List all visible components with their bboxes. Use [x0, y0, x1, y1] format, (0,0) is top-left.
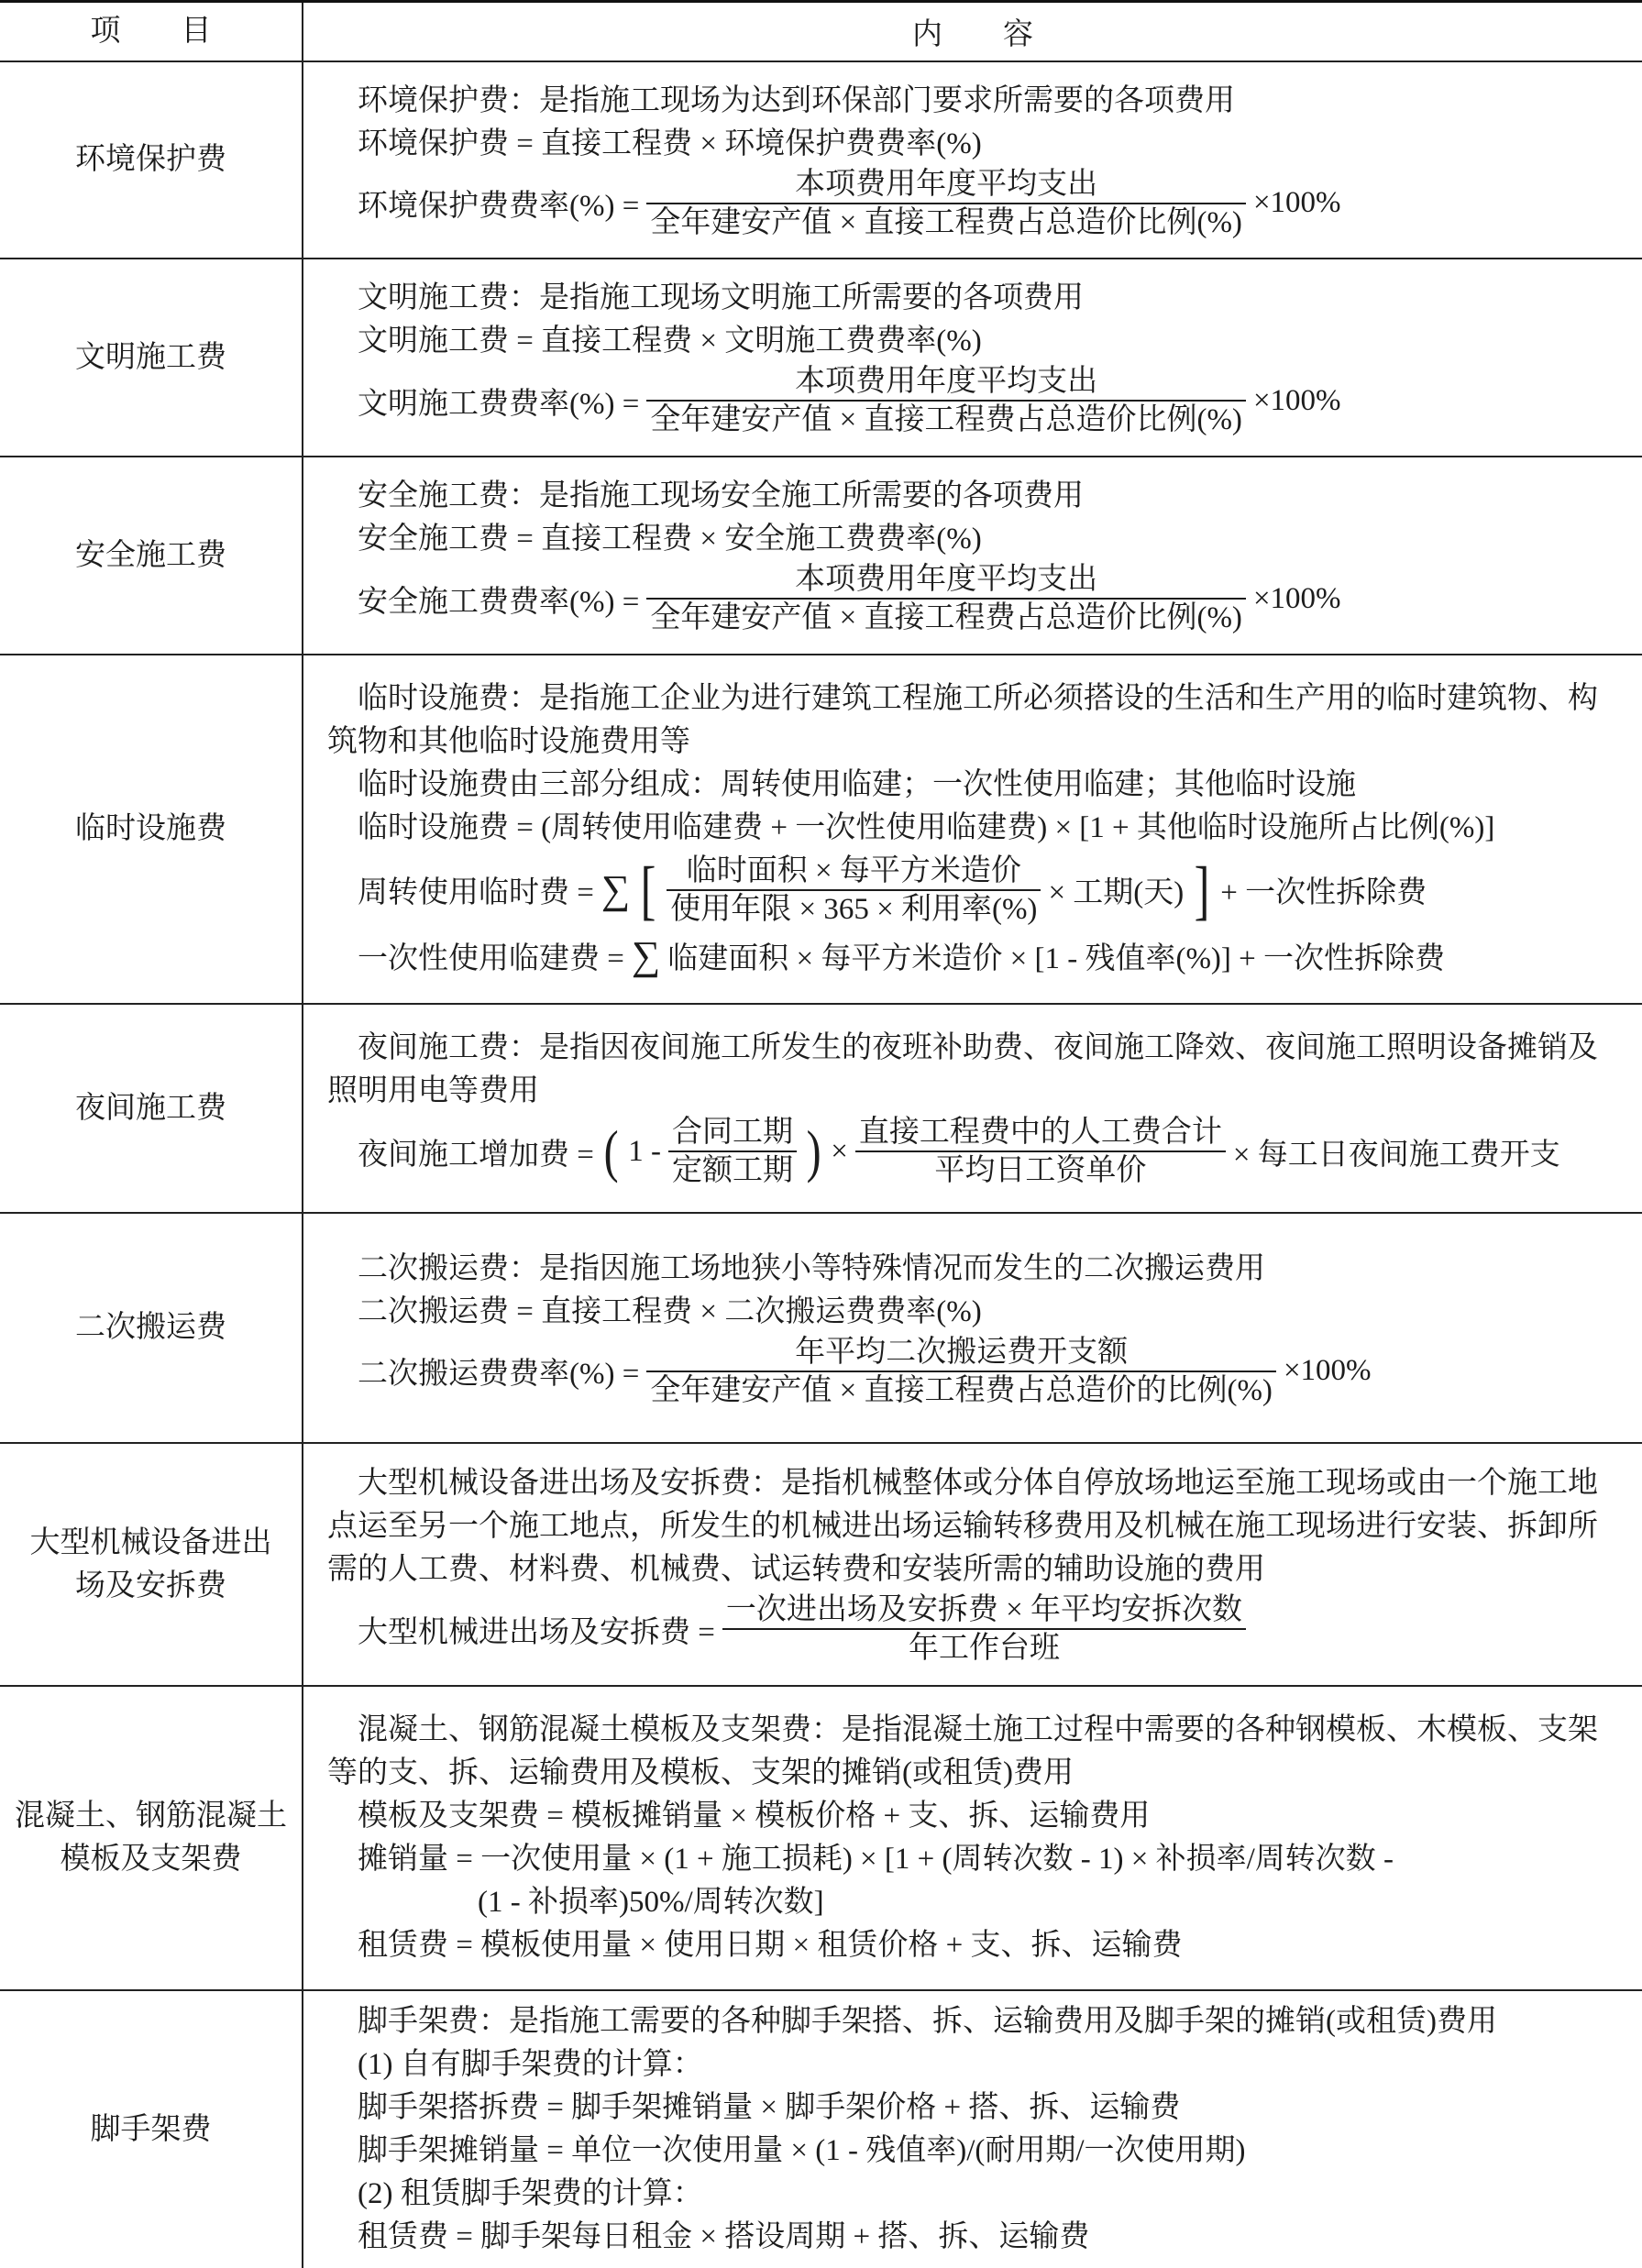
row-content — [303, 259, 1642, 456]
subheading: (2) 租赁脚手架费的计算： — [358, 2177, 703, 2210]
formula-line: 临时设施费 = (周转使用临建费 + 一次性使用临建费) × [1 + 其他临时设施所占比例(%)] — [358, 810, 1495, 844]
formula-line: 二次搬运费 = 直接工程费 × 二次搬运费费率(%) — [358, 1294, 982, 1328]
table-row — [0, 1212, 1642, 1442]
definition-text: 临时设施费：是指施工企业为进行建筑工程施工所必须搭设的生活和生产用的临时建筑物、构筑物和其他临时设施费用等 — [327, 681, 1598, 758]
row-content — [303, 655, 1642, 1003]
right-bracket: ] — [1194, 853, 1210, 927]
definition-text: 环境保护费：是指施工现场为达到环保部门要求所需要的各项费用 — [358, 83, 1235, 117]
formula-lhs: 安全施工费费率(%) = — [358, 585, 640, 619]
row-content — [303, 1687, 1642, 1989]
formula-lhs: 环境保护费费率(%) = — [358, 190, 640, 223]
fraction — [722, 1591, 1246, 1667]
formula-line: 环境保护费 = 直接工程费 × 环境保护费费率(%) — [358, 127, 982, 160]
subheading: (1) 自有脚手架费的计算： — [358, 2048, 703, 2081]
fraction — [855, 1114, 1226, 1189]
fraction-numerator: 临时面积 × 每平方米造价 — [667, 853, 1041, 891]
fraction-denominator: 全年建安产值 × 直接工程费占总造价的比例(%) — [650, 1373, 1273, 1407]
left-bracket: [ — [640, 853, 656, 927]
row-item-label: 大型机械设备进出 场及安拆费 — [0, 1444, 303, 1685]
rate-formula — [327, 561, 1624, 636]
formula-rest: 临建面积 × 每平方米造价 × [1 - 残值率(%)] + 一次性拆除费 — [667, 942, 1446, 975]
row-item-label: 临时设施费 — [0, 655, 303, 1003]
row-item-label: 混凝土、钢筋混凝土 模板及支架费 — [0, 1687, 303, 1989]
formula-lhs: 夜间施工增加费 = — [358, 1138, 594, 1172]
formula-tail: ×100% — [1252, 383, 1341, 417]
onetime-formula — [327, 930, 1624, 982]
formula-line: 模板及支架费 = 模板摊销量 × 模板价格 + 支、拆、运输费用 — [358, 1800, 1151, 1833]
formula-line: 租赁费 = 模板使用量 × 使用日期 × 租赁价格 + 支、拆、运输费 — [358, 1929, 1183, 1962]
fraction-numerator: 直接工程费中的人工费合计 — [855, 1114, 1226, 1152]
fraction — [668, 1114, 797, 1189]
table-row — [0, 1989, 1642, 2268]
formula-tail: ×100% — [1283, 1354, 1372, 1387]
definition-text: 安全施工费：是指施工现场安全施工所需要的各项费用 — [358, 479, 1084, 512]
definition-text: 脚手架费：是指施工需要的各种脚手架搭、拆、运输费用及脚手架的摊销(或租赁)费用 — [358, 2005, 1497, 2038]
header-content-label: 内 容 — [912, 18, 1033, 51]
formula-one-minus: 1 - — [628, 1134, 661, 1168]
formula-line: 脚手架摊销量 = 单位一次使用量 × (1 - 残值率)/(耐用期/一次使用期) — [358, 2134, 1246, 2167]
table-row — [0, 456, 1642, 654]
right-paren: ) — [806, 1118, 821, 1184]
table-row — [0, 1003, 1642, 1212]
rate-formula — [327, 1334, 1624, 1409]
formula-line: 脚手架搭拆费 = 脚手架摊销量 × 脚手架价格 + 搭、拆、运输费 — [358, 2091, 1181, 2124]
row-item-label: 二次搬运费 — [0, 1214, 303, 1442]
fraction-denominator: 全年建安产值 × 直接工程费占总造价比例(%) — [650, 601, 1242, 634]
formula-continuation: (1 - 补损率)50%/周转次数] — [478, 1886, 824, 1919]
machinery-formula — [327, 1591, 1624, 1667]
night-work-formula — [327, 1113, 1624, 1190]
formula-lhs: 周转使用临时费 = — [358, 876, 594, 909]
rate-formula — [327, 166, 1624, 241]
formula-tail: ×100% — [1252, 581, 1341, 615]
formula-lhs: 文明施工费费率(%) = — [358, 387, 640, 421]
fraction — [646, 561, 1246, 636]
formula-tail: ×100% — [1252, 186, 1341, 219]
table-row — [0, 1442, 1642, 1685]
composition-text: 临时设施费由三部分组成：周转使用临建；一次性使用临建；其他临时设施 — [358, 767, 1356, 801]
table-header-row — [0, 0, 1642, 61]
left-paren: ( — [603, 1118, 619, 1184]
row-item-label: 脚手架费 — [0, 1991, 303, 2268]
definition-text: 文明施工费：是指施工现场文明施工所需要的各项费用 — [358, 281, 1084, 314]
row-content — [303, 1214, 1642, 1442]
fraction-denominator: 平均日工资单价 — [934, 1154, 1147, 1187]
fraction — [646, 363, 1246, 438]
fraction — [667, 853, 1041, 928]
fraction-numerator: 本项费用年度平均支出 — [646, 166, 1246, 204]
row-item-label: 安全施工费 — [0, 457, 303, 654]
fraction-numerator: 年平均二次搬运费开支额 — [646, 1334, 1276, 1372]
row-content — [303, 1444, 1642, 1685]
formula-lhs: 二次搬运费费率(%) = — [358, 1358, 640, 1391]
definition-text: 二次搬运费：是指因施工场地狭小等特殊情况而发生的二次搬运费用 — [358, 1251, 1265, 1285]
rate-formula — [327, 363, 1624, 438]
header-content-column — [303, 3, 1642, 61]
turnover-formula — [327, 850, 1624, 930]
sum-symbol: ∑ — [631, 932, 661, 978]
header-item-column: 项 目 — [0, 3, 303, 61]
table-row — [0, 654, 1642, 1003]
formula-lhs: 一次性使用临建费 = — [358, 942, 624, 975]
table-row — [0, 258, 1642, 456]
row-content — [303, 1991, 1642, 2268]
fraction-denominator: 定额工期 — [671, 1154, 793, 1187]
sum-symbol: ∑ — [601, 866, 631, 912]
fraction-numerator: 本项费用年度平均支出 — [646, 363, 1246, 402]
fraction-denominator: 全年建安产值 × 直接工程费占总造价比例(%) — [650, 205, 1242, 239]
fraction-numerator: 合同工期 — [668, 1114, 797, 1152]
row-content — [303, 457, 1642, 654]
formula-lhs: 大型机械进出场及安拆费 = — [358, 1615, 715, 1649]
fraction-numerator: 一次进出场及安拆费 × 年平均安拆次数 — [722, 1591, 1246, 1630]
formula-tail: × 每工日夜间施工费开支 — [1232, 1138, 1560, 1172]
fraction — [646, 166, 1246, 241]
row-item-label: 环境保护费 — [0, 62, 303, 258]
formula-mid: × 工期(天) — [1048, 876, 1185, 909]
definition-text: 夜间施工费：是指因夜间施工所发生的夜班补助费、夜间施工降效、夜间施工照明设备摊销及照明用电等费用 — [327, 1031, 1598, 1107]
fraction-numerator: 本项费用年度平均支出 — [646, 561, 1246, 600]
definition-text: 混凝土、钢筋混凝土模板及支架费：是指混凝土施工过程中需要的各种钢模板、木模板、支架等的支、拆、运输费用及模板、支架的摊销(或租赁)费用 — [327, 1713, 1598, 1789]
row-content — [303, 62, 1642, 258]
formula-line: 文明施工费 = 直接工程费 × 文明施工费费率(%) — [358, 325, 982, 358]
formula-line: 安全施工费 = 直接工程费 × 安全施工费费率(%) — [358, 523, 982, 556]
row-item-label: 夜间施工费 — [0, 1005, 303, 1212]
row-content — [303, 1005, 1642, 1212]
table-row — [0, 1685, 1642, 1989]
fraction-denominator: 全年建安产值 × 直接工程费占总造价比例(%) — [650, 403, 1242, 436]
formula-line: 摊销量 = 一次使用量 × (1 + 施工损耗) × [1 + (周转次数 - 1) × 补损率/周转次数 - — [358, 1843, 1394, 1876]
fraction — [646, 1334, 1276, 1409]
formula-tail: + 一次性拆除费 — [1220, 876, 1427, 909]
table-row — [0, 61, 1642, 258]
fraction-denominator: 使用年限 × 365 × 利用率(%) — [670, 892, 1038, 926]
fraction-denominator: 年工作台班 — [908, 1632, 1060, 1665]
row-item-label: 文明施工费 — [0, 259, 303, 456]
times-sign: × — [831, 1134, 848, 1168]
definition-text: 大型机械设备进出场及安拆费：是指机械整体或分体自停放场地运至施工现场或由一个施工地点运至另一个施工地点，所发生的机械进出场运输转移费用及机械在施工现场进行安装、拆卸所需的人工费、材料费、机械费、试运转费和安装所需的辅助设施的费用 — [327, 1467, 1598, 1586]
formula-line: 租赁费 = 脚手架每日租金 × 搭设周期 + 搭、拆、运输费 — [358, 2220, 1090, 2253]
